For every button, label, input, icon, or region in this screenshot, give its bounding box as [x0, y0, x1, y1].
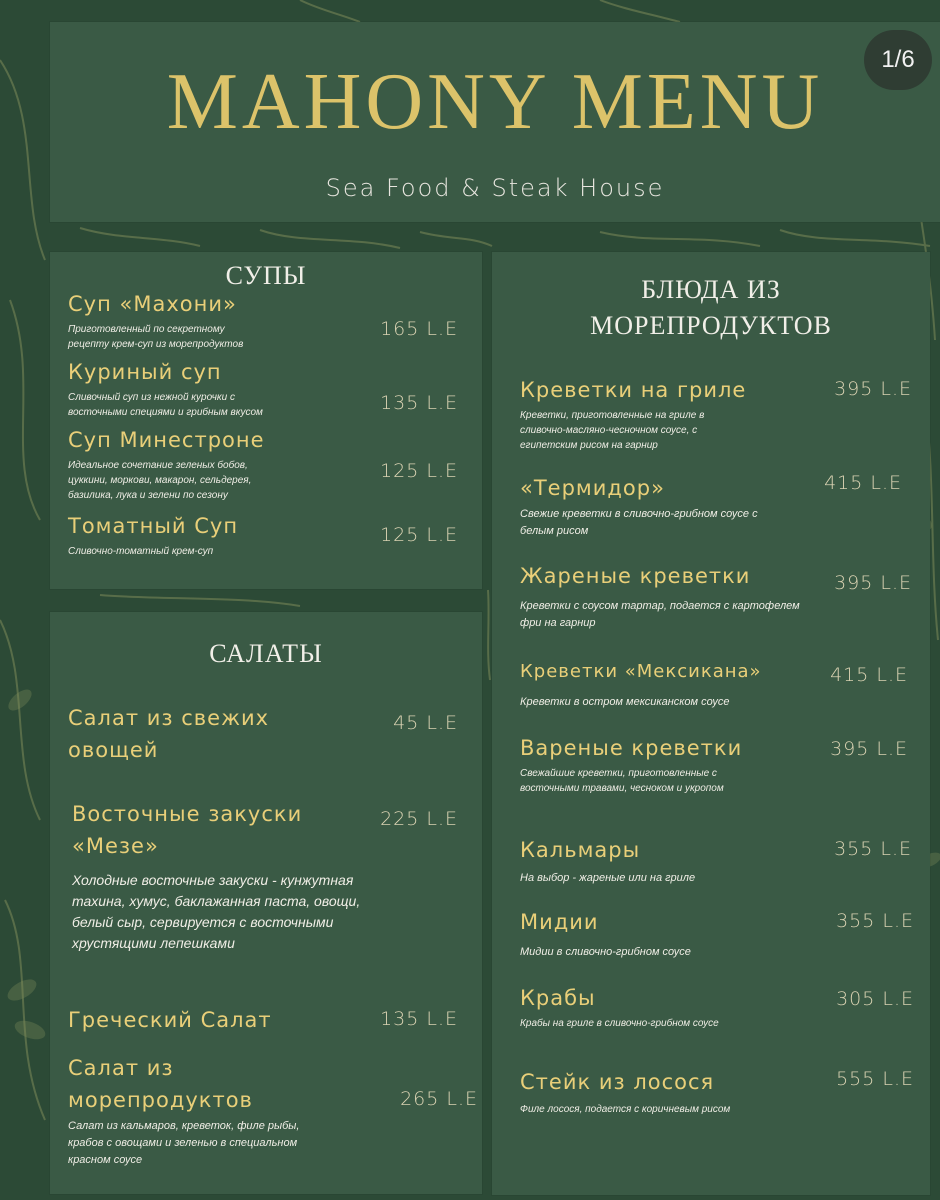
- item-name: Салат из свежих овощей: [68, 706, 270, 762]
- menu-item: [68, 356, 458, 420]
- item-price: 555 L.E: [836, 1068, 914, 1090]
- item-name: Креветки на гриле: [520, 378, 747, 402]
- item-name: Греческий Салат: [68, 1008, 272, 1032]
- salads-section: [50, 612, 482, 1194]
- item-description: Креветки, приготовленные на гриле в сливочно-масляно-чесночном соусе, с египетским рисом на гарнир: [520, 410, 705, 451]
- menu-title: MAHONY MENU: [166, 58, 824, 146]
- menu-item: [68, 288, 458, 352]
- item-name: Суп Минестроне: [68, 428, 265, 452]
- menu-item: [72, 798, 458, 954]
- menu-item: [68, 1052, 478, 1169]
- menu-item: [520, 656, 908, 711]
- item-description: Мидии в сливочно-грибном соусе: [520, 946, 691, 958]
- item-price: 415 L.E: [824, 472, 902, 494]
- menu-item: [520, 834, 912, 887]
- item-description: Сливочный суп из нежной курочки с восточными специями и грибным вкусом: [68, 392, 263, 418]
- item-description: Свежайшие креветки, приготовленные с восточными травами, чесноком и укропом: [520, 768, 724, 794]
- item-description: Крабы на гриле в сливочно-грибном соусе: [520, 1018, 719, 1029]
- item-price: 135 L.E: [380, 1008, 458, 1030]
- menu-item: [68, 510, 458, 559]
- item-name: «Термидор»: [520, 476, 665, 500]
- section-title-soups: СУПЫ: [225, 261, 307, 290]
- menu-item: [68, 424, 458, 503]
- menu-item: [520, 560, 912, 632]
- item-description: Креветки в остром мексиканском соусе: [520, 696, 730, 708]
- page-indicator-badge[interactable]: 1/6: [864, 30, 932, 90]
- item-name: Вареные креветки: [520, 736, 743, 760]
- item-price: 415 L.E: [830, 664, 908, 686]
- item-price: 165 L.E: [380, 318, 458, 340]
- menu-item: [520, 982, 914, 1031]
- section-title-seafood-line2: МОРЕПРОДУКТОВ: [590, 311, 832, 340]
- item-price: 265 L.E: [400, 1088, 478, 1110]
- item-description: Приготовленный по секретному рецепту крем-суп из морепродуктов: [68, 324, 244, 350]
- menu-item: [520, 906, 914, 961]
- item-name: Жареные креветки: [520, 564, 751, 588]
- item-description: На выбор - жареные или на гриле: [520, 872, 696, 884]
- item-price: 305 L.E: [836, 988, 914, 1010]
- item-description: Холодные восточные закуски - кунжутная тахина, хумус, баклажанная паста, овощи, белый сыр, сервируется с восточными хрустящими лепешками: [72, 872, 361, 951]
- item-name: Суп «Махони»: [68, 292, 237, 316]
- section-title-seafood-line1: БЛЮДА ИЗ: [641, 275, 781, 304]
- item-price: 225 L.E: [380, 808, 458, 830]
- item-price: 135 L.E: [380, 392, 458, 414]
- soups-section: [50, 252, 482, 589]
- item-name: Мидии: [520, 910, 599, 934]
- item-price: 45 L.E: [393, 712, 458, 734]
- item-price: 355 L.E: [834, 838, 912, 860]
- item-description: Креветки с соусом тартар, подается с картофелем фри на гарнир: [520, 600, 800, 629]
- menu-item: [68, 1004, 458, 1036]
- item-price: 395 L.E: [830, 738, 908, 760]
- item-description: Идеальное сочетание зеленых бобов, цуккини, моркови, макарон, сельдерея, базилика, лука и зелени по сезону: [68, 460, 252, 501]
- menu-item: [520, 374, 912, 453]
- menu-item: [520, 732, 908, 796]
- menu-subtitle: Sea Food & Steak House: [325, 174, 665, 202]
- item-name: Стейк из лосося: [520, 1070, 715, 1094]
- item-name: Восточные закуски «Мезе»: [72, 802, 303, 858]
- item-name: Кальмары: [520, 838, 641, 862]
- item-name: Креветки «Мексикана»: [520, 661, 762, 682]
- header-panel: [50, 22, 940, 222]
- item-description: Филе лосося, подается с коричневым рисом: [520, 1104, 731, 1115]
- menu-item: [520, 1066, 914, 1117]
- item-price: 395 L.E: [834, 572, 912, 594]
- item-name: Салат из морепродуктов: [68, 1056, 253, 1112]
- item-price: 355 L.E: [836, 910, 914, 932]
- item-name: Томатный Суп: [68, 514, 239, 538]
- menu-item: [520, 472, 902, 540]
- item-description: Салат из кальмаров, креветок, филе рыбы, крабов с овощами и зеленью в специальном красном соусе: [68, 1120, 300, 1166]
- item-description: Свежие креветки в сливочно-грибном соусе с белым рисом: [520, 508, 758, 537]
- item-name: Куриный суп: [68, 360, 222, 384]
- seafood-section: [492, 252, 930, 1195]
- item-description: Сливочно-томатный крем-суп: [68, 546, 214, 557]
- menu-item: [68, 702, 458, 766]
- item-price: 125 L.E: [380, 460, 458, 482]
- item-price: 395 L.E: [834, 378, 912, 400]
- item-price: 125 L.E: [380, 524, 458, 546]
- section-title-salads: САЛАТЫ: [209, 639, 323, 668]
- item-name: Крабы: [520, 986, 596, 1010]
